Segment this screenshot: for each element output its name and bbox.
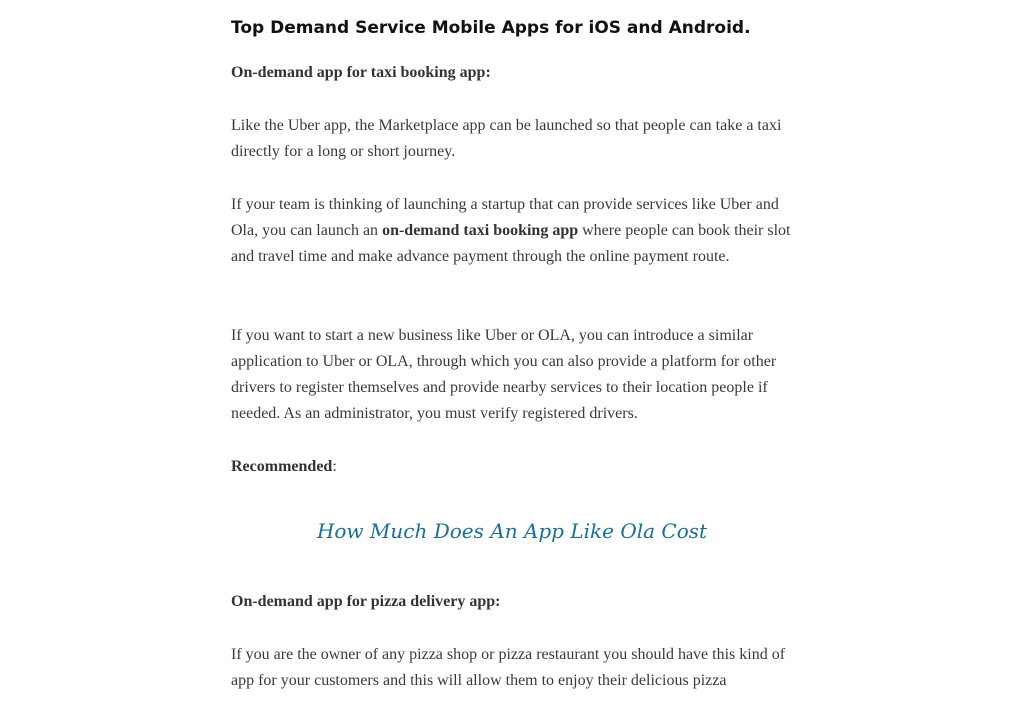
recommended-label: Recommended xyxy=(231,458,333,475)
paragraph-startup xyxy=(231,192,793,270)
taxi-heading xyxy=(231,60,793,86)
pizza-heading-text: On-demand app for pizza delivery app: xyxy=(231,593,501,610)
paragraph-pizza: If you are the owner of any pizza shop or pizza restaurant you should have this kind of app for your customers and this will allow them to enjoy their delicious pizza xyxy=(231,646,786,689)
recommended-link[interactable]: How Much Does An App Like Ola Cost xyxy=(316,519,708,543)
recommended-colon: : xyxy=(332,458,337,475)
paragraph-startup-bold: on-demand taxi booking app xyxy=(382,222,579,239)
paragraph-new-business: If you want to start a new business like Uber or OLA, you can introduce a similar application to Uber or OLA, through which you can also provide a platform for other drivers to register themselves and provide nearby services to their location people if needed. As an administrator, you must verify registered drivers. xyxy=(231,327,777,422)
paragraph-startup-end: where people can book their slot and travel time and make advance payment through the online payment route. xyxy=(231,222,791,265)
paragraph-uber-like: Like the Uber app, the Marketplace app can be launched so that people can take a taxi directly for a long or short journey. xyxy=(231,117,782,160)
paragraph-startup-start: If your team is thinking of launching a startup that can provide services like Uber and Ola, you can launch an xyxy=(231,196,779,239)
recommended-line xyxy=(231,454,793,480)
recommended-link-wrap xyxy=(231,519,793,543)
article-title: Top Demand Service Mobile Apps for iOS and Android. xyxy=(231,18,751,38)
pizza-heading xyxy=(231,589,793,615)
taxi-heading-text: On-demand app for taxi booking app: xyxy=(231,64,491,81)
